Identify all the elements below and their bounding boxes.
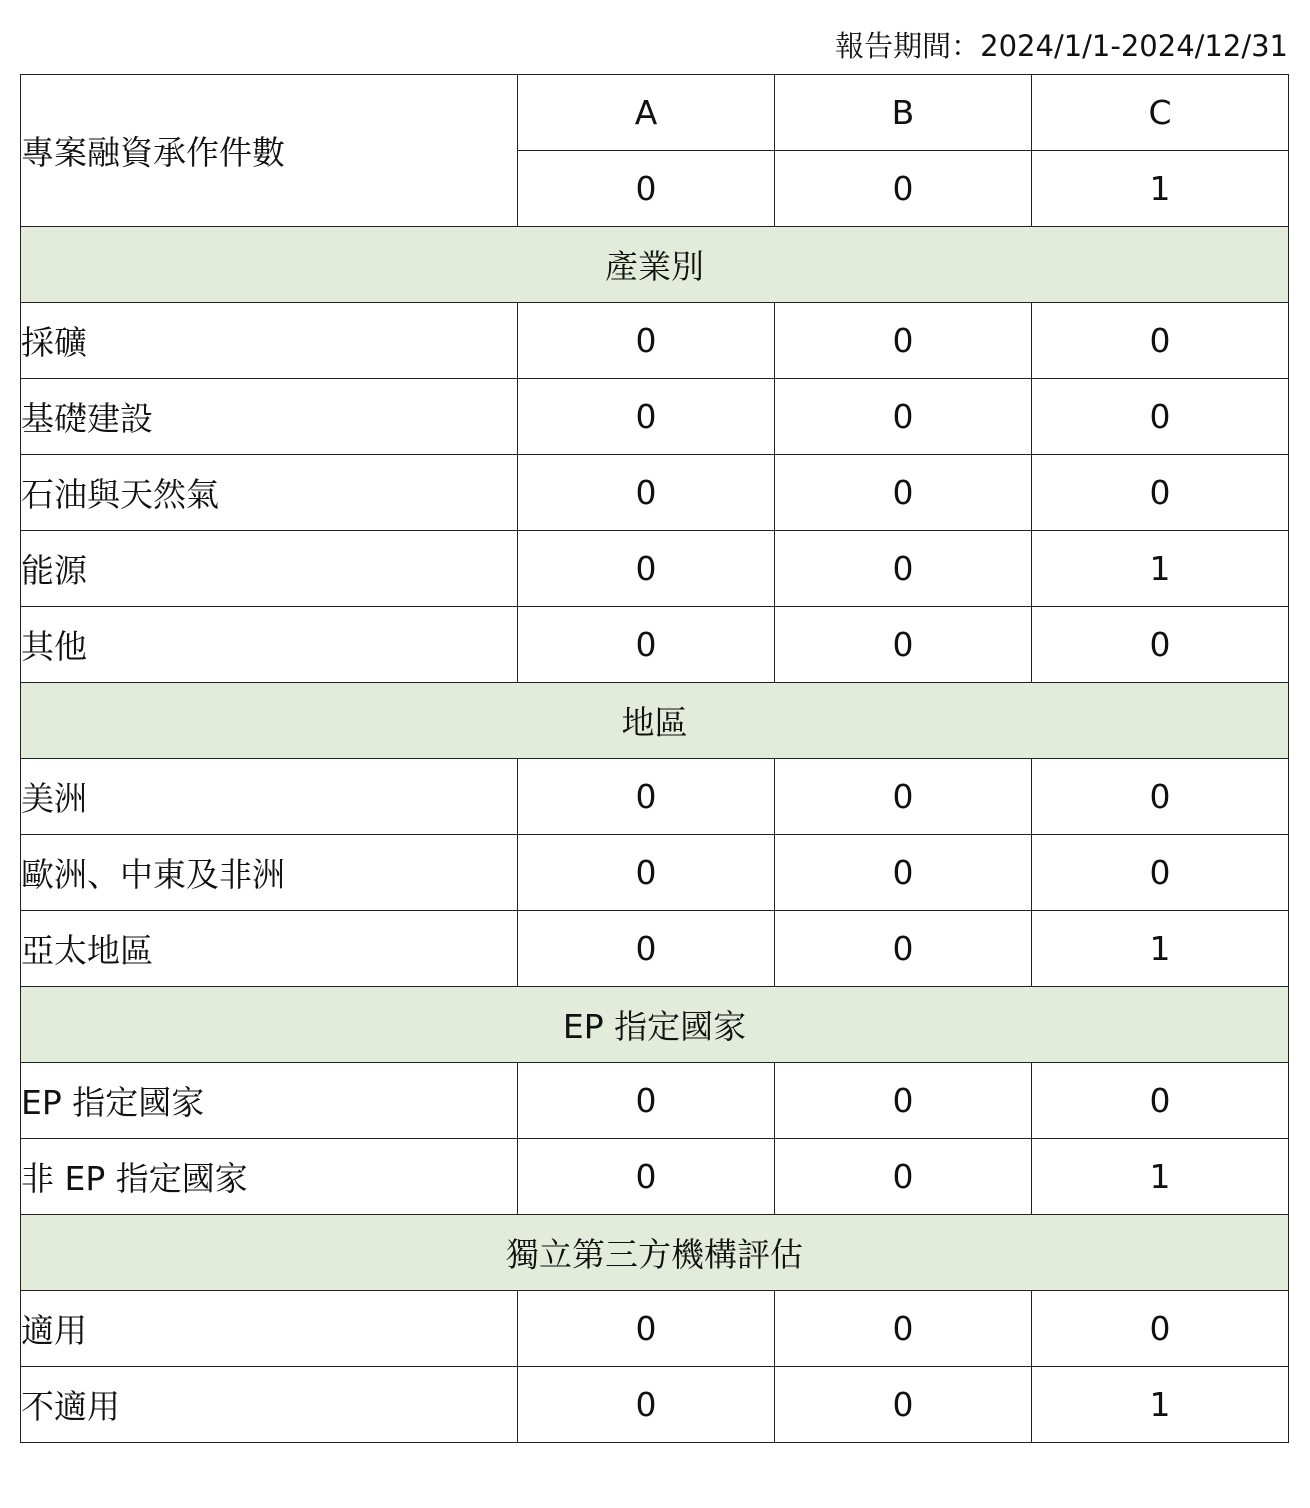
row-label: 其他 — [21, 607, 518, 683]
value-cell-c: 0 — [1032, 303, 1289, 379]
project-finance-table — [20, 74, 1289, 1443]
value-cell-b: 0 — [775, 911, 1032, 987]
value-cell-b: 0 — [775, 1063, 1032, 1139]
table-row — [21, 1367, 1289, 1443]
value-cell-b: 0 — [775, 759, 1032, 835]
column-header-b: B — [775, 75, 1032, 151]
table-row — [21, 835, 1289, 911]
row-label: 不適用 — [21, 1367, 518, 1443]
row-label: 適用 — [21, 1291, 518, 1367]
value-cell-b: 0 — [775, 1367, 1032, 1443]
table-row — [21, 379, 1289, 455]
row-label: 能源 — [21, 531, 518, 607]
value-cell-c: 0 — [1032, 835, 1289, 911]
value-cell-a: 0 — [518, 607, 775, 683]
value-cell-b: 0 — [775, 1291, 1032, 1367]
value-cell-b: 0 — [775, 531, 1032, 607]
value-cell-a: 0 — [518, 911, 775, 987]
table-row — [21, 911, 1289, 987]
value-cell-c: 0 — [1032, 455, 1289, 531]
value-cell-a: 0 — [518, 303, 775, 379]
value-cell-c: 1 — [1032, 1139, 1289, 1215]
row-label: 採礦 — [21, 303, 518, 379]
row-label: EP 指定國家 — [21, 1063, 518, 1139]
row-label: 歐洲、中東及非洲 — [21, 835, 518, 911]
value-cell-b: 0 — [775, 379, 1032, 455]
table-title: 專案融資承作件數 — [21, 75, 518, 227]
value-cell-c: 1 — [1032, 911, 1289, 987]
section-title: 產業別 — [21, 227, 1289, 303]
row-label: 亞太地區 — [21, 911, 518, 987]
table-row — [21, 1291, 1289, 1367]
value-cell-c: 0 — [1032, 1291, 1289, 1367]
table-row — [21, 531, 1289, 607]
section-header-row — [21, 1215, 1289, 1291]
value-cell-c: 0 — [1032, 759, 1289, 835]
value-cell-a: 0 — [518, 1367, 775, 1443]
row-label: 基礎建設 — [21, 379, 518, 455]
table-row — [21, 1139, 1289, 1215]
header-row — [21, 75, 1289, 151]
section-header-row — [21, 987, 1289, 1063]
column-header-c: C — [1032, 75, 1289, 151]
value-cell-a: 0 — [518, 759, 775, 835]
section-title: EP 指定國家 — [21, 987, 1289, 1063]
value-cell-b: 0 — [775, 835, 1032, 911]
value-cell-a: 0 — [518, 835, 775, 911]
value-cell-c: 0 — [1032, 379, 1289, 455]
table-row — [21, 303, 1289, 379]
section-title: 地區 — [21, 683, 1289, 759]
row-label: 美洲 — [21, 759, 518, 835]
section-header-row — [21, 227, 1289, 303]
table-row — [21, 1063, 1289, 1139]
total-a: 0 — [518, 151, 775, 227]
section-header-row — [21, 683, 1289, 759]
value-cell-a: 0 — [518, 1063, 775, 1139]
value-cell-b: 0 — [775, 607, 1032, 683]
total-b: 0 — [775, 151, 1032, 227]
value-cell-c: 1 — [1032, 1367, 1289, 1443]
table-row — [21, 759, 1289, 835]
column-header-a: A — [518, 75, 775, 151]
value-cell-b: 0 — [775, 1139, 1032, 1215]
total-c: 1 — [1032, 151, 1289, 227]
value-cell-a: 0 — [518, 1139, 775, 1215]
section-title: 獨立第三方機構評估 — [21, 1215, 1289, 1291]
report-period: 報告期間：2024/1/1-2024/12/31 — [835, 29, 1288, 63]
value-cell-a: 0 — [518, 531, 775, 607]
value-cell-c: 1 — [1032, 531, 1289, 607]
value-cell-a: 0 — [518, 379, 775, 455]
value-cell-a: 0 — [518, 1291, 775, 1367]
row-label: 非 EP 指定國家 — [21, 1139, 518, 1215]
value-cell-b: 0 — [775, 303, 1032, 379]
table-row — [21, 455, 1289, 531]
value-cell-c: 0 — [1032, 607, 1289, 683]
row-label: 石油與天然氣 — [21, 455, 518, 531]
value-cell-b: 0 — [775, 455, 1032, 531]
value-cell-c: 0 — [1032, 1063, 1289, 1139]
value-cell-a: 0 — [518, 455, 775, 531]
table-row — [21, 607, 1289, 683]
